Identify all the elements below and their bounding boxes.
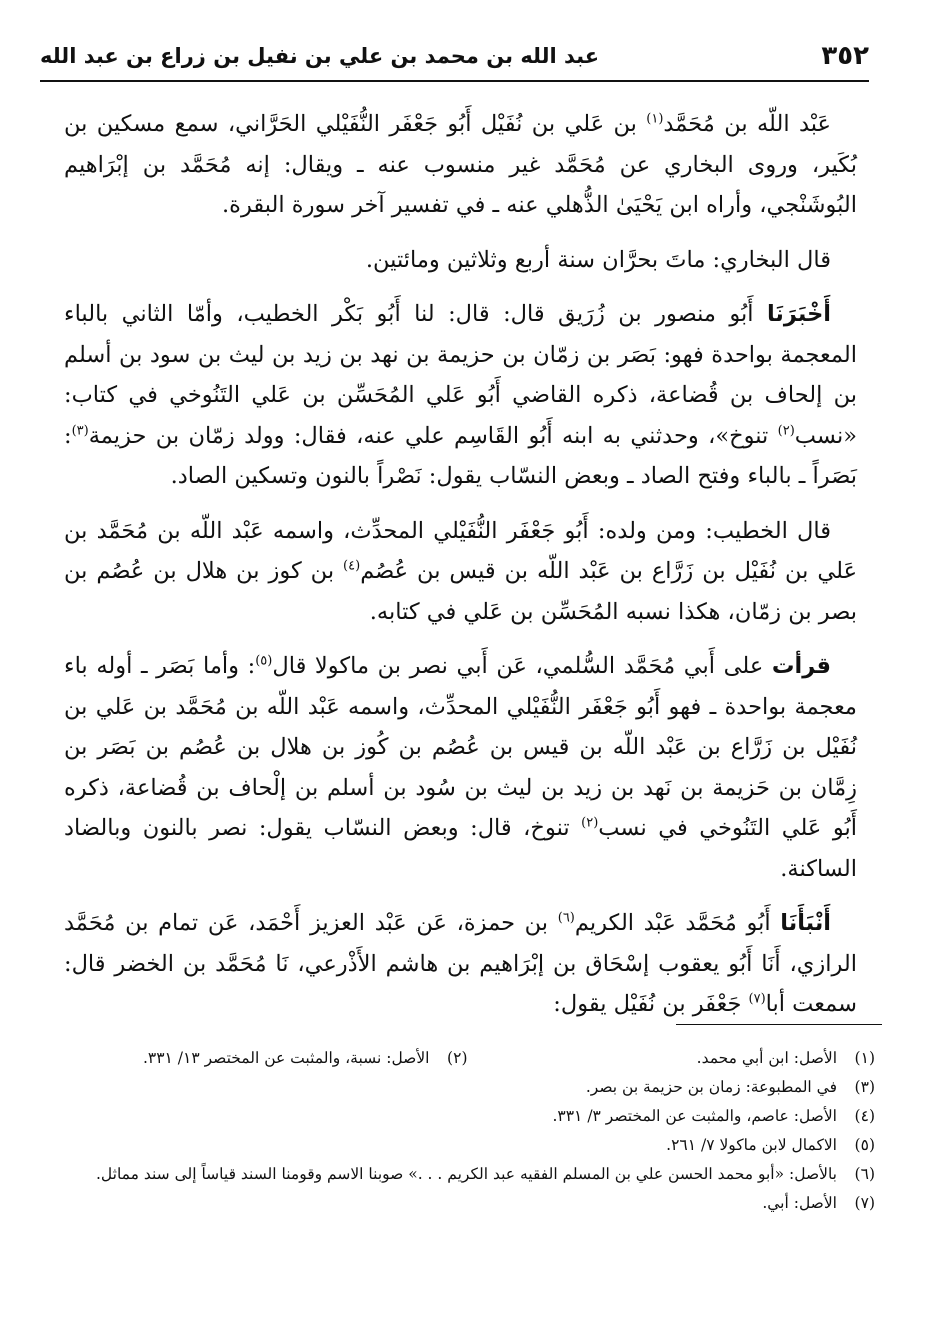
text-span: أَبُو مُحَمَّد عَبْد الكريم [574, 910, 781, 936]
footnote-rule [676, 1024, 882, 1025]
text-span: قال الخطيب: ومن ولده: أَبُو جَعْفَر النُّفَيْلي المحدِّث، واسمه عَبْد اللّه بن مُحَمَّد بن عَلي بن نُفَيْل بن زَرَّاع بن عَبْد اللّه بن قيس بن عُصُم [64, 517, 858, 584]
narration-lead: قرأت [771, 653, 831, 679]
footnote-ref: (١) [646, 111, 664, 127]
footnote-ref: (٣) [71, 423, 89, 438]
footnote-ref: (٥) [255, 653, 273, 669]
footnote-5 [60, 1131, 875, 1160]
paragraph-3 [64, 294, 857, 497]
text-span: جَعْفَر بن نُفَيْل يقول: [553, 991, 749, 1017]
footnote-number: (٢) [447, 1049, 468, 1067]
footnote-text: بالأصل: «أبو محمد الحسن علي بن المسلم الفقيه عبد الكريم . . .» صوبنا الاسم وقومنا السند قياساً إلى سند مماثل. [95, 1165, 837, 1183]
footnote-text: في المطبوعة: زمان بن حزيمة بن بصر. [585, 1078, 837, 1096]
footnote-row [60, 1044, 875, 1073]
text-span: تنوخ، قال: وبعض النسّاب يقول: نصر بالنون وبالضاد الساكنة. [64, 815, 857, 882]
footnote-number: (٤) [854, 1107, 875, 1125]
narration-lead: أَنْبَأَنَا [780, 910, 831, 936]
text-span: بن عَلي بن نُفَيْل أَبُو جَعْفَر النُّفَيْلي الحَرَّاني، سمع مسكين بن بُكَير، وروى البخاري عن مُحَمَّد غير منسوب عنه ـ ويقال: إنه مُحَمَّد بن إبْرَاهيم البُوشَنْجي، وأراه ابن يَحْيَىٰ الذُّهلي عنه ـ في تفسير آخر سورة البقرة. [64, 111, 857, 218]
text-span: بن حمزة، عَن عَبْد العزيز أَحْمَد، عَن تمام بن مُحَمَّد الرازي، أَنَا أَبُو يعقوب إسْحَاق بن إبْرَاهيم بن هاشم الأَذْرعي، نَا مُحَمَّد بن الخضر قال: سمعت أبا [64, 910, 857, 1017]
footnote-text: الاكمال لابن ماكولا ٧/ ٢٦١. [666, 1136, 837, 1154]
header-rule [40, 80, 869, 82]
page-header [40, 36, 869, 76]
footnote-7 [60, 1189, 875, 1218]
running-title: عبد الله بن محمد بن علي بن نفيل بن زراع بن عبد الله [40, 44, 600, 68]
text-span: أَبُو منصور بن زُرَيق قال: قال: لنا أَبُو بَكْر الخطيب، وأمّا الثاني بالباء المعجمة بواحدة فهو: بَصَر بن زمّان بن حزيمة بن نهد بن زيد بن ليث بن سود بن أسلم بن إلحاف بن قُضاعة، ذكره القاضي أَبُو عَلي المُحَسِّن بن عَلي التَنُوخي في كتاب: «نسب [64, 301, 857, 449]
text-span: : بَصَراً ـ بالباء وفتح الصاد ـ وبعض النسّاب يقول: نَصْراً بالنون وتسكين الصاد. [64, 422, 857, 489]
footnotes [60, 1044, 875, 1218]
footnote-number: (٦) [854, 1165, 875, 1183]
footnote-text: الأصل: نسبة، والمثبت عن المختصر ١٣/ ٣٣١. [142, 1049, 430, 1067]
paragraph-6 [64, 903, 857, 1025]
footnote-ref: (٢) [581, 815, 599, 831]
footnote-text: الأصل: عاصم، والمثبت عن المختصر ٣/ ٣٣١. [552, 1107, 837, 1125]
paragraph-1 [64, 104, 857, 226]
page-number: ٣٥٢ [821, 41, 869, 71]
footnote-4 [60, 1102, 875, 1131]
footnote-1 [468, 1044, 876, 1073]
paragraph-4 [64, 511, 857, 633]
paragraph-2: قال البخاري: ماتَ بحرَّان سنة أربع وثلاثين ومائتين. [365, 246, 831, 273]
text-span: تنوخ»، وحدثني به ابنه أَبُو القَاسِم علي عنه، فقال: وولد زمّان بن حزيمة [88, 422, 778, 449]
main-text [64, 104, 857, 1039]
footnote-number: (٧) [854, 1194, 875, 1212]
footnote-6 [60, 1160, 875, 1189]
text-span: على أَبي مُحَمَّد السُّلمي، عَن أَبي نصر بن ماكولا قال [272, 653, 772, 679]
footnote-2 [60, 1044, 468, 1073]
footnote-text: الأصل: ابن أبي محمد. [696, 1049, 837, 1067]
text-span: بن كوز بن هلال بن عُصُم بن بصر بن زمّان، هكذا نسبه المُحَسِّن بن عَلي في كتابه. [64, 558, 857, 625]
footnote-number: (٥) [854, 1136, 875, 1154]
footnote-ref: (٧) [748, 991, 766, 1007]
text-span: عَبْد اللّه بن مُحَمَّد [663, 111, 831, 137]
text-span: : وأما بَصَر ـ أوله باء معجمة بواحدة ـ فهو أَبُو جَعْفَر النُّفَيْلي المحدِّث، واسمه عَبْد اللّه بن مُحَمَّد بن عَلي بن نُفَيْل بن زَرَّاع بن عَبْد اللّه بن قيس بن عُصُم بن كُوز بن هلال بن عُصُم بن بَصَر بن زِمَّان بن حَزيمة بن نَهد بن زيد بن ليث بن سُود بن أسلم بن إلْحاف بن قُضاعة، ذكره أَبُو عَلي التَنُوخي في نسب [64, 653, 857, 841]
footnote-ref: (٤) [343, 558, 361, 574]
paragraph-5 [64, 646, 857, 889]
footnote-ref: (٢) [777, 423, 795, 438]
footnote-number: (٣) [854, 1078, 875, 1096]
footnote-number: (١) [854, 1049, 875, 1067]
narration-lead: أَخْبَرَنَا [766, 301, 831, 327]
footnote-text: الأصل: أبي. [762, 1194, 837, 1212]
footnote-3 [60, 1073, 875, 1102]
footnote-ref: (٦) [557, 910, 575, 926]
